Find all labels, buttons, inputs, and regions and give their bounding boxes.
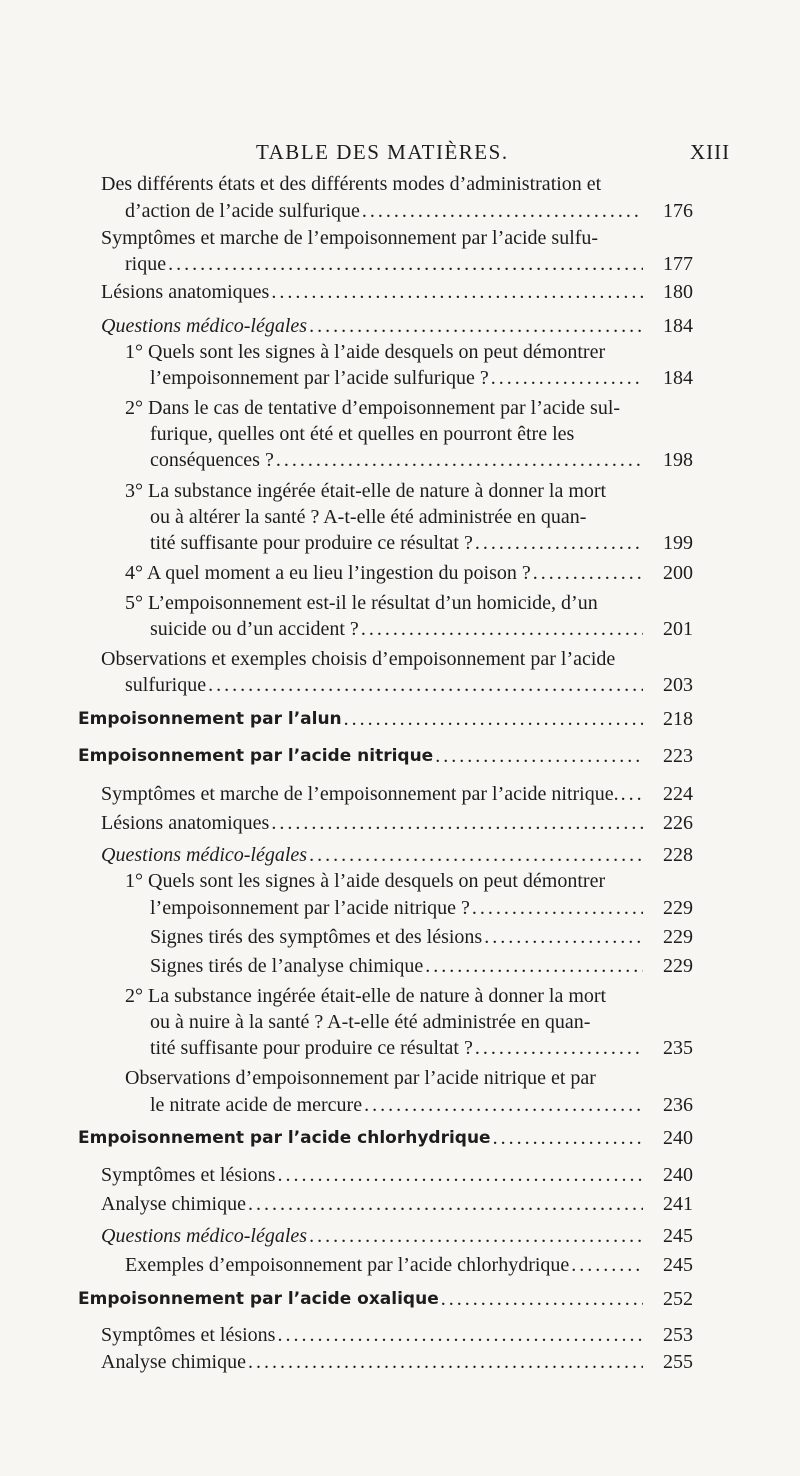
leader-dots: [271, 280, 643, 304]
toc-entry[interactable]: [150, 925, 693, 949]
toc-entry[interactable]: [125, 1253, 693, 1277]
toc-page-number: 201: [663, 618, 693, 640]
toc-page-number: 253: [663, 1324, 693, 1346]
toc-page-number: 177: [663, 253, 693, 275]
toc-entry[interactable]: [150, 531, 693, 555]
page-header: [0, 140, 800, 170]
leader-dots: [491, 366, 643, 390]
toc-entry-line: 1° Quels sont les signes à l’aide desquels on peut démontrer: [125, 870, 606, 892]
leader-dots: [276, 448, 643, 472]
toc-entry-line: 2° Dans le cas de tentative d’empoisonnement par l’acide sul-: [125, 397, 621, 419]
toc-page-number: 226: [663, 812, 693, 834]
toc-page-number: 224: [663, 783, 693, 805]
toc-entry[interactable]: [101, 843, 693, 867]
toc-entry-title: Analyse chimique: [101, 1351, 246, 1373]
leader-dots: [472, 896, 643, 920]
leader-dots: [533, 561, 643, 585]
toc-entry[interactable]: [150, 448, 693, 472]
toc-section[interactable]: [78, 744, 693, 768]
toc-entry-title: Exemples d’empoisonnement par l’acide chlorhydrique: [125, 1254, 570, 1276]
toc-page-number: 229: [663, 897, 693, 919]
toc-entry[interactable]: [125, 199, 693, 223]
page-number: XIII: [690, 140, 731, 164]
toc-section-title: Empoisonnement par l’acide nitrique: [78, 746, 434, 766]
toc-entry-line: 5° L’empoisonnement est-il le résultat d’un homicide, d’un: [125, 592, 598, 614]
toc-page-number: 229: [663, 926, 693, 948]
toc-page-number: 255: [663, 1351, 693, 1373]
toc-page-number: 176: [663, 200, 693, 222]
toc-entry-title: Signes tirés des symptômes et des lésions: [150, 926, 483, 948]
toc-page-number: 199: [663, 532, 693, 554]
toc-page-number: 245: [663, 1225, 693, 1247]
toc-entry-title: Symptômes et marche de l’empoisonnement par l’acide nitrique.: [101, 783, 619, 805]
leader-dots: [344, 707, 643, 731]
toc-entry-title: le nitrate acide de mercure: [150, 1094, 363, 1116]
toc-entry-title: rique: [125, 253, 167, 275]
toc-entry-title: sulfurique: [125, 674, 207, 696]
toc-entry-title: Analyse chimique: [101, 1193, 246, 1215]
toc-entry[interactable]: [150, 896, 693, 920]
toc-entry-title: l’empoisonnement par l’acide nitrique ?: [150, 897, 470, 919]
toc-entry-line: ou à nuire à la santé ? A-t-elle été administrée en quan-: [150, 1011, 591, 1033]
toc-entry-title: tité suffisante pour produire ce résultat ?: [150, 532, 473, 554]
toc-entry[interactable]: [125, 673, 693, 697]
toc-section[interactable]: [78, 1287, 693, 1311]
toc-entry-title: l’empoisonnement par l’acide sulfurique ?: [150, 367, 489, 389]
leader-dots: [621, 782, 643, 806]
leader-dots: [493, 1126, 643, 1150]
toc-entry-title: Symptômes et lésions: [101, 1164, 276, 1186]
toc-entry-line: Observations et exemples choisis d’empoisonnement par l’acide: [101, 648, 616, 670]
leader-dots: [208, 673, 643, 697]
toc-entry-line: Observations d’empoisonnement par l’acide nitrique et par: [125, 1067, 596, 1089]
toc-entry[interactable]: [125, 252, 693, 276]
leader-dots: [484, 925, 643, 949]
toc-page-number: 180: [663, 281, 693, 303]
toc-entry[interactable]: [101, 1323, 693, 1347]
toc-entry[interactable]: [101, 1163, 693, 1187]
leader-dots: [277, 1163, 643, 1187]
toc-entry-title: Signes tirés de l’analyse chimique: [150, 955, 424, 977]
toc-page-number: 240: [663, 1127, 693, 1149]
toc-entry-line: Des différents états et des différents modes d’administration et: [101, 173, 602, 195]
leader-dots: [435, 744, 643, 768]
leader-dots: [362, 199, 643, 223]
toc-entry[interactable]: [150, 617, 693, 641]
toc-page-number: 229: [663, 955, 693, 977]
toc-entry-title: Lésions anatomiques: [101, 812, 270, 834]
leader-dots: [475, 531, 643, 555]
toc-page-number: 228: [663, 844, 693, 866]
leader-dots: [248, 1350, 643, 1374]
toc-entry-title: Lésions anatomiques: [101, 281, 270, 303]
leader-dots: [364, 1093, 643, 1117]
toc-page-number: 218: [663, 708, 693, 730]
toc-entry[interactable]: [101, 782, 693, 806]
leader-dots: [571, 1253, 643, 1277]
toc-entry[interactable]: [101, 314, 693, 338]
toc-page-number: 200: [663, 562, 693, 584]
toc-entry-title: Questions médico-légales: [101, 315, 308, 337]
toc-page-number: 203: [663, 674, 693, 696]
toc-page-number: 240: [663, 1164, 693, 1186]
toc-entry[interactable]: [150, 954, 693, 978]
leader-dots: [441, 1287, 643, 1311]
leader-dots: [248, 1192, 643, 1216]
toc-section[interactable]: [78, 707, 693, 731]
toc-entry-line: furique, quelles ont été et quelles en pourront être les: [150, 423, 575, 445]
toc-entry-line: ou à altérer la santé ? A-t-elle été administrée en quan-: [150, 506, 587, 528]
toc-entry-title: d’action de l’acide sulfurique: [125, 200, 360, 222]
toc-entry[interactable]: [150, 366, 693, 390]
toc-entry-line: 3° La substance ingérée était-elle de nature à donner la mort: [125, 480, 607, 502]
toc-entry-line: 2° La substance ingérée était-elle de nature à donner la mort: [125, 985, 607, 1007]
toc-page-number: 245: [663, 1254, 693, 1276]
toc-entry-line: 1° Quels sont les signes à l’aide desquels on peut démontrer: [125, 341, 606, 363]
leader-dots: [271, 811, 643, 835]
leader-dots: [309, 843, 643, 867]
toc-entry-title: conséquences ?: [150, 449, 274, 471]
toc-page-number: 241: [663, 1193, 693, 1215]
toc-entry-title: Symptômes et lésions: [101, 1324, 276, 1346]
toc-entry[interactable]: [150, 1093, 693, 1117]
toc-entry[interactable]: [101, 1192, 693, 1216]
toc-section-title: Empoisonnement par l’alun: [78, 709, 342, 729]
toc-entry-title: Questions médico-légales: [101, 844, 308, 866]
toc-section-title: Empoisonnement par l’acide chlorhydrique: [78, 1128, 491, 1148]
leader-dots: [475, 1036, 643, 1060]
toc-section-title: Empoisonnement par l’acide oxalique: [78, 1289, 439, 1309]
toc-entry-title: tité suffisante pour produire ce résultat ?: [150, 1037, 473, 1059]
toc-page-number: 236: [663, 1094, 693, 1116]
leader-dots: [309, 314, 643, 338]
toc-page-number: 235: [663, 1037, 693, 1059]
leader-dots: [425, 954, 643, 978]
toc-page-number: 184: [663, 367, 693, 389]
toc-entry[interactable]: [125, 561, 693, 585]
toc-page-number: 223: [663, 745, 693, 767]
toc-entry[interactable]: [101, 811, 693, 835]
toc-page-number: 252: [663, 1288, 693, 1310]
leader-dots: [309, 1224, 643, 1248]
toc-page-number: 198: [663, 449, 693, 471]
toc-entry[interactable]: [101, 280, 693, 304]
toc-entry-line: Symptômes et marche de l’empoisonnement par l’acide sulfu-: [101, 227, 599, 249]
leader-dots: [361, 617, 643, 641]
toc-section[interactable]: [78, 1126, 693, 1150]
toc-entry-title: Questions médico-légales: [101, 1225, 308, 1247]
toc-entry[interactable]: [150, 1036, 693, 1060]
toc-entry[interactable]: [101, 1350, 693, 1374]
running-title: TABLE DES MATIÈRES.: [256, 140, 509, 164]
toc-entry-title: 4° A quel moment a eu lieu l’ingestion du poison ?: [125, 562, 531, 584]
toc-page-number: 184: [663, 315, 693, 337]
leader-dots: [168, 252, 643, 276]
toc-entry-title: suicide ou d’un accident ?: [150, 618, 359, 640]
toc-entry[interactable]: [101, 1224, 693, 1248]
leader-dots: [277, 1323, 643, 1347]
